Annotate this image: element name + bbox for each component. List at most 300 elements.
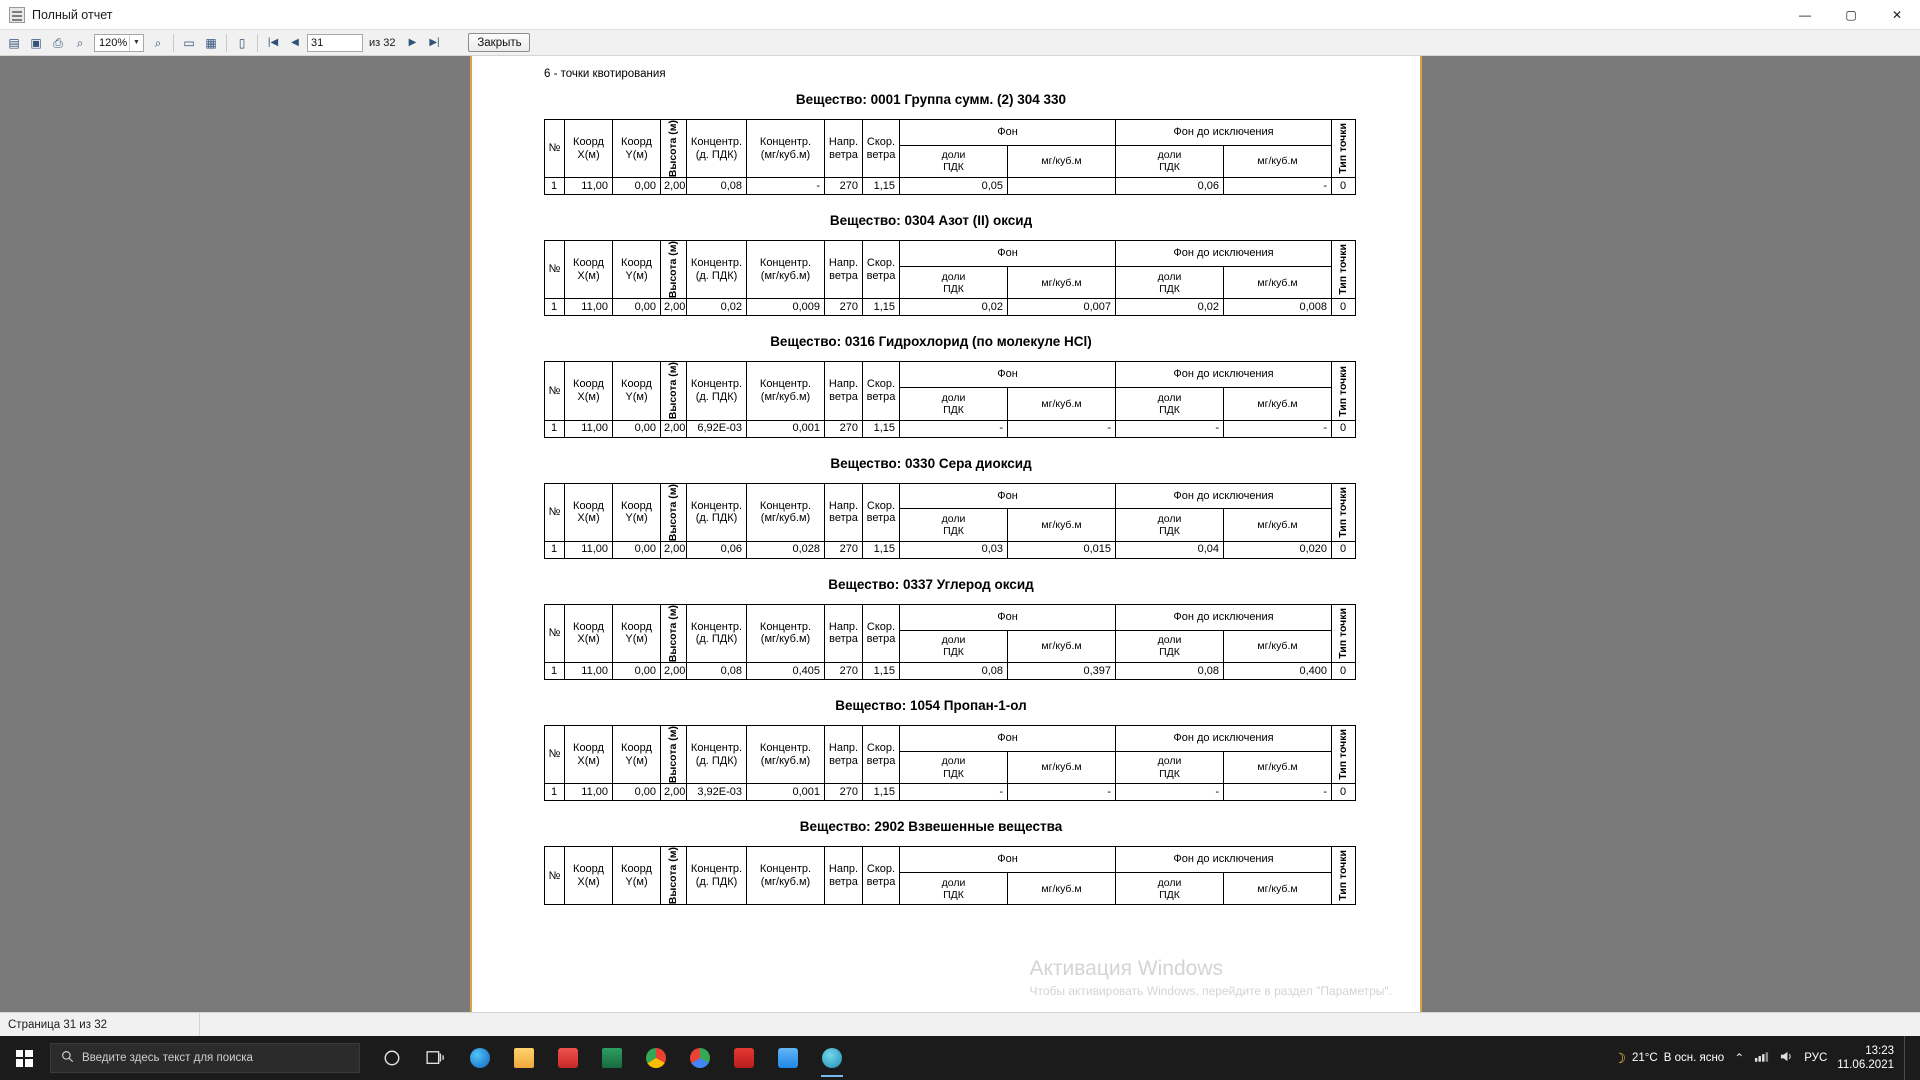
col-bg-mg: мг/куб.м — [1008, 630, 1116, 662]
multi-page-glyph: ▦ — [205, 35, 217, 50]
cell-h: 2,00 — [661, 663, 687, 680]
zoom-select[interactable] — [94, 34, 144, 52]
table-row — [545, 663, 1356, 680]
col-wind-speed-l1: Скор. — [866, 620, 896, 633]
col-wind-speed-l1: Скор. — [866, 257, 896, 270]
col-conc-pdk — [687, 120, 747, 178]
zoom-in-glyph: ⌕ — [76, 35, 84, 50]
edge-icon[interactable] — [460, 1038, 500, 1078]
col-coord-y-l2: Y(м) — [625, 512, 648, 525]
chrome2-icon[interactable] — [680, 1038, 720, 1078]
col-coord-y-l1: Коорд — [621, 863, 652, 876]
col-coord-x — [565, 362, 613, 420]
col-height — [661, 604, 687, 662]
windows-logo-icon — [16, 1050, 33, 1067]
window-controls — [1782, 0, 1920, 30]
cell-y: 0,00 — [613, 663, 661, 680]
next-page-icon: ▶ — [408, 36, 417, 48]
col-bg-group: Фон — [900, 847, 1116, 873]
col-bg-mg: мг/куб.м — [1008, 509, 1116, 541]
col-bg-excl-share-l1: доли — [1157, 755, 1182, 768]
col-bg-excl-share-l2: ПДК — [1159, 767, 1180, 780]
first-page-button[interactable] — [263, 33, 283, 53]
col-bg-excl-group: Фон до исключения — [1116, 241, 1332, 267]
col-bg-share-l1: доли — [941, 270, 966, 283]
col-bg-share-l1: доли — [941, 149, 966, 162]
cell-bg2-mg: - — [1224, 178, 1332, 195]
col-height — [661, 847, 687, 905]
cell-bg2-share: 0,08 — [1116, 663, 1224, 680]
cell-spd: 1,15 — [863, 299, 900, 316]
col-coord-x-l2: Х(м) — [577, 512, 600, 525]
col-conc-mg — [747, 362, 825, 420]
col-bg-share-l2: ПДК — [943, 525, 964, 538]
col-num: № — [545, 726, 565, 784]
col-height-label: Высота (м) — [666, 847, 679, 905]
col-wind-speed-l1: Скор. — [866, 378, 896, 391]
print-glyph: ⎙ — [53, 35, 63, 50]
cell-h: 2,00 — [661, 784, 687, 801]
col-bg-share-l1: доли — [941, 513, 966, 526]
col-wind-dir-l2: ветра — [829, 754, 858, 767]
print-icon[interactable] — [48, 33, 68, 53]
cell-cmg: 0,001 — [747, 784, 825, 801]
save-icon[interactable] — [26, 33, 46, 53]
col-bg-excl-mg: мг/куб.м — [1224, 873, 1332, 905]
col-point-type — [1332, 604, 1356, 662]
cell-type: 0 — [1332, 541, 1356, 558]
cell-x: 11,00 — [565, 299, 613, 316]
report-app-icon[interactable] — [812, 1038, 852, 1078]
show-desktop-button[interactable] — [1904, 1036, 1912, 1080]
col-conc-pdk-l2: (д. ПДК) — [695, 754, 738, 767]
concentration-table — [544, 725, 1356, 801]
col-conc-pdk-l2: (д. ПДК) — [695, 269, 738, 282]
col-height-label: Высота (м) — [666, 726, 679, 784]
language-indicator[interactable]: РУС — [1804, 1052, 1828, 1064]
col-bg-excl-group: Фон до исключения — [1116, 604, 1332, 630]
col-conc-pdk — [687, 483, 747, 541]
col-bg-excl-mg: мг/куб.м — [1224, 751, 1332, 783]
col-point-type-label: Тип точки — [1336, 365, 1349, 417]
network-icon[interactable] — [1754, 1051, 1769, 1066]
col-coord-x — [565, 241, 613, 299]
col-conc-mg-l2: (мг/куб.м) — [760, 148, 811, 161]
col-height-label: Высота (м) — [666, 483, 679, 541]
cell-bg-share: 0,03 — [900, 541, 1008, 558]
cell-dir: 270 — [825, 663, 863, 680]
cell-bg-mg: 0,015 — [1008, 541, 1116, 558]
prev-page-button[interactable] — [285, 33, 305, 53]
report-window-icon — [9, 7, 25, 23]
cell-spd: 1,15 — [863, 784, 900, 801]
col-height — [661, 362, 687, 420]
cell-num: 1 — [545, 541, 565, 558]
open-glyph: ▤ — [8, 35, 20, 50]
col-wind-speed-l2: ветра — [866, 754, 896, 767]
col-conc-mg-l2: (мг/куб.м) — [760, 512, 811, 525]
cell-y: 0,00 — [613, 420, 661, 437]
col-point-type-label: Тип точки — [1336, 123, 1349, 174]
col-point-type — [1332, 726, 1356, 784]
col-height-label: Высота (м) — [666, 120, 679, 178]
col-bg-group: Фон — [900, 604, 1116, 630]
col-wind-speed — [863, 362, 900, 420]
minimize-button[interactable]: — — [1799, 8, 1811, 22]
col-bg-group: Фон — [900, 726, 1116, 752]
toolbar-separator-1 — [173, 34, 174, 52]
col-coord-x-l2: Х(м) — [577, 391, 600, 403]
chevron-up-icon[interactable]: ⌃ — [1734, 1051, 1745, 1065]
col-coord-x-l1: Коорд — [573, 741, 604, 754]
section-table-wrap — [472, 240, 1420, 316]
col-point-type — [1332, 847, 1356, 905]
cell-type: 0 — [1332, 784, 1356, 801]
col-bg-share-l1: доли — [941, 755, 966, 768]
single-page-glyph: ▭ — [183, 35, 195, 50]
col-bg-excl-share-l2: ПДК — [1159, 525, 1180, 538]
col-conc-pdk — [687, 362, 747, 420]
col-point-type-label: Тип точки — [1336, 244, 1349, 296]
col-coord-y — [613, 120, 661, 178]
section-table-wrap — [472, 483, 1420, 559]
cell-y: 0,00 — [613, 299, 661, 316]
col-bg-share-l1: доли — [941, 634, 966, 647]
col-bg-excl-share-l1: доли — [1157, 270, 1182, 283]
cell-h: 2,00 — [661, 178, 687, 195]
col-bg-excl-share-l2: ПДК — [1159, 888, 1180, 901]
col-bg-excl-share — [1116, 266, 1224, 298]
col-conc-mg — [747, 847, 825, 905]
col-bg-excl-share-l1: доли — [1157, 149, 1182, 162]
concentration-table — [544, 604, 1356, 680]
col-wind-speed-l2: ветра — [866, 269, 896, 282]
photos-icon[interactable] — [768, 1038, 808, 1078]
col-bg-mg: мг/куб.м — [1008, 266, 1116, 298]
cell-y: 0,00 — [613, 541, 661, 558]
col-coord-y — [613, 483, 661, 541]
next-page-button[interactable] — [402, 33, 422, 53]
concentration-table — [544, 483, 1356, 559]
section-table-wrap — [472, 119, 1420, 195]
col-bg-excl-mg: мг/куб.м — [1224, 509, 1332, 541]
col-wind-dir-l1: Напр. — [828, 257, 859, 270]
col-bg-share — [900, 145, 1008, 177]
cell-num: 1 — [545, 178, 565, 195]
col-height — [661, 726, 687, 784]
col-conc-pdk-l2: (д. ПДК) — [695, 148, 738, 161]
prev-page-icon: ◀ — [291, 36, 299, 48]
col-bg-excl-mg: мг/куб.м — [1224, 388, 1332, 420]
col-point-type-label: Тип точки — [1336, 729, 1349, 780]
col-conc-mg-l2: (мг/куб.м) — [760, 633, 811, 646]
zoom-value: 120% — [99, 36, 128, 49]
col-conc-pdk-l1: Концентр. — [690, 135, 743, 148]
col-num: № — [545, 120, 565, 178]
col-bg-excl-mg: мг/куб.м — [1224, 630, 1332, 662]
col-coord-y-l1: Коорд — [621, 378, 652, 391]
fit-width-icon[interactable] — [232, 33, 252, 53]
window-title: Полный отчет — [32, 7, 113, 22]
col-wind-speed — [863, 241, 900, 299]
col-bg-share-l2: ПДК — [943, 282, 964, 295]
quota-note: 6 - точки квотирования — [544, 68, 666, 80]
chrome-icon[interactable] — [636, 1038, 676, 1078]
col-conc-mg-l1: Концентр. — [759, 863, 812, 876]
col-wind-dir-l2: ветра — [829, 633, 858, 646]
col-coord-x — [565, 604, 613, 662]
cell-bg2-mg: - — [1224, 784, 1332, 801]
col-coord-x-l1: Коорд — [573, 257, 604, 270]
cell-cmg: 0,009 — [747, 299, 825, 316]
cell-cmg: 0,405 — [747, 663, 825, 680]
col-coord-x-l1: Коорд — [573, 863, 604, 876]
col-bg-share-l1: доли — [941, 391, 966, 404]
col-bg-share-l2: ПДК — [943, 767, 964, 780]
cell-bg-mg: 0,007 — [1008, 299, 1116, 316]
col-conc-mg-l1: Концентр. — [759, 741, 812, 754]
cell-cmg: 0,001 — [747, 420, 825, 437]
col-coord-x — [565, 726, 613, 784]
col-bg-excl-share — [1116, 509, 1224, 541]
section-table-wrap — [472, 361, 1420, 437]
open-icon[interactable] — [4, 33, 24, 53]
col-wind-dir-l1: Напр. — [828, 135, 859, 148]
search-input[interactable] — [50, 1043, 360, 1073]
zoom-out-icon[interactable] — [148, 33, 168, 53]
cell-bg-share: 0,05 — [900, 178, 1008, 195]
col-bg-share — [900, 509, 1008, 541]
toolbar-separator-2 — [226, 34, 227, 52]
taskbar-items — [372, 1038, 852, 1078]
col-conc-mg-l1: Концентр. — [759, 620, 812, 633]
table-row — [545, 420, 1356, 437]
col-bg-excl-share — [1116, 388, 1224, 420]
cell-x: 11,00 — [565, 784, 613, 801]
cortana-icon[interactable] — [372, 1038, 412, 1078]
col-bg-share — [900, 873, 1008, 905]
cell-num: 1 — [545, 663, 565, 680]
cell-dir: 270 — [825, 784, 863, 801]
col-wind-speed — [863, 120, 900, 178]
col-wind-dir-l1: Напр. — [828, 620, 859, 633]
col-bg-share-l2: ПДК — [943, 888, 964, 901]
cell-cpdk: 0,06 — [687, 541, 747, 558]
cell-cmg: - — [747, 178, 825, 195]
col-num: № — [545, 362, 565, 420]
col-coord-y — [613, 604, 661, 662]
col-coord-x-l1: Коорд — [573, 499, 604, 512]
windows-taskbar — [0, 1036, 1920, 1080]
acrobat-icon[interactable] — [724, 1038, 764, 1078]
col-wind-dir-l1: Напр. — [828, 741, 859, 754]
cell-num: 1 — [545, 299, 565, 316]
cell-x: 11,00 — [565, 420, 613, 437]
status-bar — [0, 1012, 1920, 1036]
clock[interactable] — [1837, 1044, 1894, 1073]
col-wind-speed-l1: Скор. — [866, 741, 896, 754]
cell-bg-share: 0,02 — [900, 299, 1008, 316]
col-coord-y-l2: Y(м) — [625, 269, 648, 282]
cell-dir: 270 — [825, 299, 863, 316]
store-icon[interactable] — [548, 1038, 588, 1078]
col-bg-excl-share — [1116, 751, 1224, 783]
col-wind-speed — [863, 483, 900, 541]
col-bg-share-l2: ПДК — [943, 161, 964, 174]
col-bg-excl-group: Фон до исключения — [1116, 362, 1332, 388]
concentration-table — [544, 240, 1356, 316]
col-conc-pdk-l2: (д. ПДК) — [695, 391, 738, 403]
table-row — [545, 784, 1356, 801]
col-bg-group: Фон — [900, 241, 1116, 267]
close-report-button[interactable]: Закрыть — [468, 33, 530, 52]
page-number-input[interactable]: 31 — [307, 34, 363, 52]
col-wind-dir-l2: ветра — [829, 269, 858, 282]
col-coord-x-l2: Х(м) — [577, 754, 600, 767]
col-conc-pdk — [687, 604, 747, 662]
system-tray — [1613, 1036, 1920, 1080]
report-page — [470, 56, 1422, 1012]
col-conc-mg-l1: Концентр. — [759, 499, 812, 512]
cell-bg2-share: - — [1116, 420, 1224, 437]
cell-bg-mg — [1008, 178, 1116, 195]
cell-dir: 270 — [825, 541, 863, 558]
cell-x: 11,00 — [565, 541, 613, 558]
col-bg-excl-share-l2: ПДК — [1159, 646, 1180, 659]
col-coord-x-l1: Коорд — [573, 378, 604, 391]
zoom-in-icon[interactable] — [70, 33, 90, 53]
maximize-button[interactable]: ▢ — [1845, 8, 1857, 22]
chevron-down-icon[interactable]: ▼ — [129, 35, 143, 51]
file-explorer-icon[interactable] — [504, 1038, 544, 1078]
col-wind-dir — [825, 120, 863, 178]
cell-cpdk: 6,92Е-03 — [687, 420, 747, 437]
cell-cpdk: 0,08 — [687, 663, 747, 680]
col-conc-pdk-l2: (д. ПДК) — [695, 875, 738, 888]
col-bg-excl-group: Фон до исключения — [1116, 120, 1332, 146]
col-point-type — [1332, 362, 1356, 420]
concentration-table — [544, 361, 1356, 437]
col-height — [661, 241, 687, 299]
cell-spd: 1,15 — [863, 178, 900, 195]
col-bg-share-l1: доли — [941, 876, 966, 889]
moon-icon: ☽ — [1613, 1049, 1627, 1066]
last-page-icon: ▶| — [429, 36, 440, 48]
excel-icon[interactable] — [592, 1038, 632, 1078]
col-point-type-label: Тип точки — [1336, 850, 1349, 902]
cell-x: 11,00 — [565, 178, 613, 195]
cell-dir: 270 — [825, 178, 863, 195]
cell-num: 1 — [545, 784, 565, 801]
col-conc-mg — [747, 241, 825, 299]
col-conc-mg-l1: Концентр. — [759, 378, 812, 391]
col-coord-y-l2: Y(м) — [625, 633, 648, 646]
col-coord-y — [613, 847, 661, 905]
cell-cpdk: 0,08 — [687, 178, 747, 195]
close-window-button[interactable]: ✕ — [1891, 8, 1903, 22]
col-coord-x-l1: Коорд — [573, 620, 604, 633]
table-row — [545, 299, 1356, 316]
col-bg-mg: мг/куб.м — [1008, 873, 1116, 905]
cell-cpdk: 0,02 — [687, 299, 747, 316]
cell-bg-share: - — [900, 784, 1008, 801]
cell-bg2-mg: - — [1224, 420, 1332, 437]
first-page-icon: |◀ — [267, 36, 279, 48]
section-title: Вещество: 0304 Азот (II) оксид — [829, 213, 1033, 229]
col-wind-speed-l2: ветра — [866, 875, 896, 888]
col-conc-pdk-l2: (д. ПДК) — [695, 633, 738, 646]
cell-h: 2,00 — [661, 420, 687, 437]
search-placeholder-text: Введите здесь текст для поиска — [82, 1052, 253, 1064]
col-conc-pdk-l2: (д. ПДК) — [695, 512, 738, 525]
cell-x: 11,00 — [565, 663, 613, 680]
cell-bg2-mg: 0,008 — [1224, 299, 1332, 316]
cell-type: 0 — [1332, 663, 1356, 680]
col-wind-dir — [825, 847, 863, 905]
col-bg-excl-mg: мг/куб.м — [1224, 266, 1332, 298]
col-bg-share-l2: ПДК — [943, 646, 964, 659]
weather-widget[interactable] — [1613, 1050, 1724, 1067]
col-bg-excl-share-l2: ПДК — [1159, 282, 1180, 295]
temperature-label: 21°C — [1632, 1052, 1658, 1064]
cell-bg2-share: 0,02 — [1116, 299, 1224, 316]
single-page-icon[interactable] — [179, 33, 199, 53]
col-wind-speed — [863, 726, 900, 784]
col-coord-y — [613, 241, 661, 299]
volume-icon[interactable] — [1779, 1050, 1794, 1066]
start-button[interactable] — [0, 1036, 48, 1080]
col-bg-excl-group: Фон до исключения — [1116, 726, 1332, 752]
col-bg-excl-share-l1: доли — [1157, 391, 1182, 404]
windows-activation-watermark — [1029, 957, 1392, 998]
col-bg-excl-share-l1: доли — [1157, 634, 1182, 647]
col-wind-speed-l1: Скор. — [866, 499, 896, 512]
col-wind-speed-l1: Скор. — [866, 863, 896, 876]
col-conc-pdk-l1: Концентр. — [690, 863, 743, 876]
col-conc-mg-l2: (мг/куб.м) — [760, 875, 811, 888]
multi-page-icon[interactable] — [201, 33, 221, 53]
col-bg-group: Фон — [900, 362, 1116, 388]
col-bg-group: Фон — [900, 483, 1116, 509]
col-coord-y — [613, 726, 661, 784]
table-row — [545, 541, 1356, 558]
col-wind-dir — [825, 483, 863, 541]
col-bg-excl-share — [1116, 630, 1224, 662]
col-conc-pdk — [687, 241, 747, 299]
col-bg-excl-group: Фон до исключения — [1116, 483, 1332, 509]
last-page-button[interactable] — [424, 33, 444, 53]
col-coord-y-l1: Коорд — [621, 257, 652, 270]
cell-bg-mg: - — [1008, 420, 1116, 437]
cell-bg2-mg: 0,020 — [1224, 541, 1332, 558]
task-view-icon[interactable] — [416, 1038, 456, 1078]
col-bg-mg: мг/куб.м — [1008, 145, 1116, 177]
col-wind-speed-l2: ветра — [866, 391, 896, 403]
col-bg-excl-group: Фон до исключения — [1116, 847, 1332, 873]
col-conc-pdk — [687, 847, 747, 905]
col-coord-y-l1: Коорд — [621, 620, 652, 633]
col-wind-dir — [825, 604, 863, 662]
col-wind-speed — [863, 604, 900, 662]
watermark-subtitle: Чтобы активировать Windows, перейдите в раздел "Параметры". — [1029, 984, 1392, 998]
col-wind-dir-l2: ветра — [829, 512, 858, 525]
cell-num: 1 — [545, 420, 565, 437]
section-title: Вещество: 0316 Гидрохлорид (по молекуле HCl) — [770, 334, 1092, 350]
col-wind-dir-l1: Напр. — [828, 378, 859, 391]
col-num: № — [545, 483, 565, 541]
document-viewport[interactable] — [0, 56, 1920, 1012]
section-title: Вещество: 0001 Группа сумм. (2) 304 330 — [795, 92, 1067, 107]
